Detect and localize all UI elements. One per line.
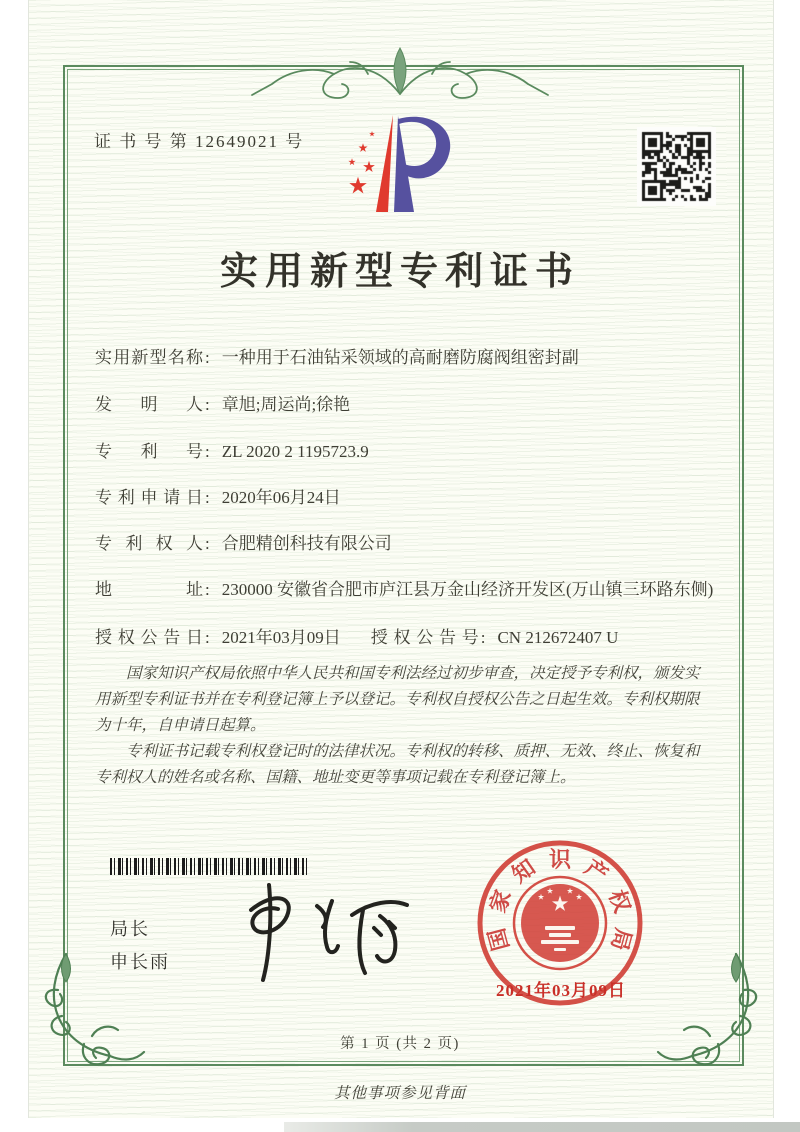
legal-text: [95, 661, 709, 791]
field-row-patent-number: 专利号 : ZL 2020 2 1195723.9: [95, 442, 369, 461]
field-row-name: 实用新型名称 : 一种用于石油钻采领域的高耐磨防腐阀组密封副: [95, 348, 579, 367]
field-row-address: 地址 : 230000 安徽省合肥市庐江县万金山经济开发区(万山镇三环路东侧): [95, 580, 714, 599]
field-label: 专利号: [95, 442, 203, 461]
seal-char: 产: [580, 854, 613, 888]
bottom-right-flourish-icon: [654, 950, 766, 1080]
field-label: 发明人: [95, 395, 203, 414]
seal-char: 局: [606, 925, 637, 954]
seal-char: 家: [484, 886, 516, 916]
field-value: ZL 2020 2 1195723.9: [221, 442, 369, 461]
field-value: 230000 安徽省合肥市庐江县万金山经济开发区(万山镇三环路东侧): [221, 580, 714, 599]
field-label: 地址: [95, 580, 203, 599]
seal-date: 2021年03月09日: [496, 981, 626, 1000]
cnipa-logo-icon: [336, 112, 466, 220]
director-title: 局长: [110, 919, 150, 939]
national-emblem-icon: [514, 877, 606, 969]
field-row-filing-date: 专利申请日 : 2020年06月24日: [95, 488, 341, 507]
field-value: 章旭;周运尚;徐艳: [221, 395, 351, 414]
grant-number-value: CN 212672407 U: [497, 628, 619, 647]
grant-date-value: 2021年03月09日: [221, 628, 341, 647]
field-value: 合肥精创科技有限公司: [221, 534, 392, 553]
field-label: 实用新型名称: [95, 348, 203, 367]
seal-char: 知: [507, 854, 540, 888]
seal-char: 识: [548, 847, 572, 872]
back-note: 其他事项参见背面: [333, 1085, 466, 1102]
grant-row: 授权公告日 : 2021年03月09日 授权公告号 : CN 212672407 U: [95, 628, 619, 647]
legal-paragraph-1: 国家知识产权局依照中华人民共和国专利法经过初步审查，决定授予专利权，颁发实用新型专利证书并在专利登记簿上予以登记。专利权自授权公告之日起生效。专利权期限为十年，自申请日起算。: [95, 665, 700, 734]
field-value: 2020年06月24日: [221, 488, 341, 507]
barcode: [110, 858, 310, 875]
seal-char: 权: [604, 886, 636, 916]
field-row-inventors: 发明人 : 章旭;周运尚;徐艳: [95, 395, 351, 414]
certificate-number: 证 书 号 第 12649021 号: [94, 132, 305, 151]
director-name: 申长雨: [110, 952, 170, 972]
field-label: 专利权人: [95, 534, 203, 553]
qr-code: [637, 127, 716, 206]
page-number: 第 1 页 (共 2 页): [340, 1036, 460, 1052]
field-value: 一种用于石油钻采领域的高耐磨防腐阀组密封副: [221, 348, 579, 367]
scan-edge-shadow: [284, 1122, 800, 1132]
top-flourish-icon: [250, 40, 550, 110]
grant-number-label: 授权公告号: [370, 628, 479, 647]
certificate-title: 实用新型专利证书: [219, 251, 580, 293]
director-signature: [213, 876, 418, 988]
legal-paragraph-2: 专利证书记载专利权登记时的法律状况。专利权的转移、质押、无效、终止、恢复和专利权人的姓名或名称、国籍、地址变更等事项记载在专利登记簿上。: [95, 743, 700, 786]
seal-char: 国: [483, 925, 514, 954]
field-row-patentee: 专利权人 : 合肥精创科技有限公司: [95, 534, 392, 553]
field-label: 专利申请日: [95, 488, 203, 507]
grant-date-label: 授权公告日: [95, 628, 203, 647]
